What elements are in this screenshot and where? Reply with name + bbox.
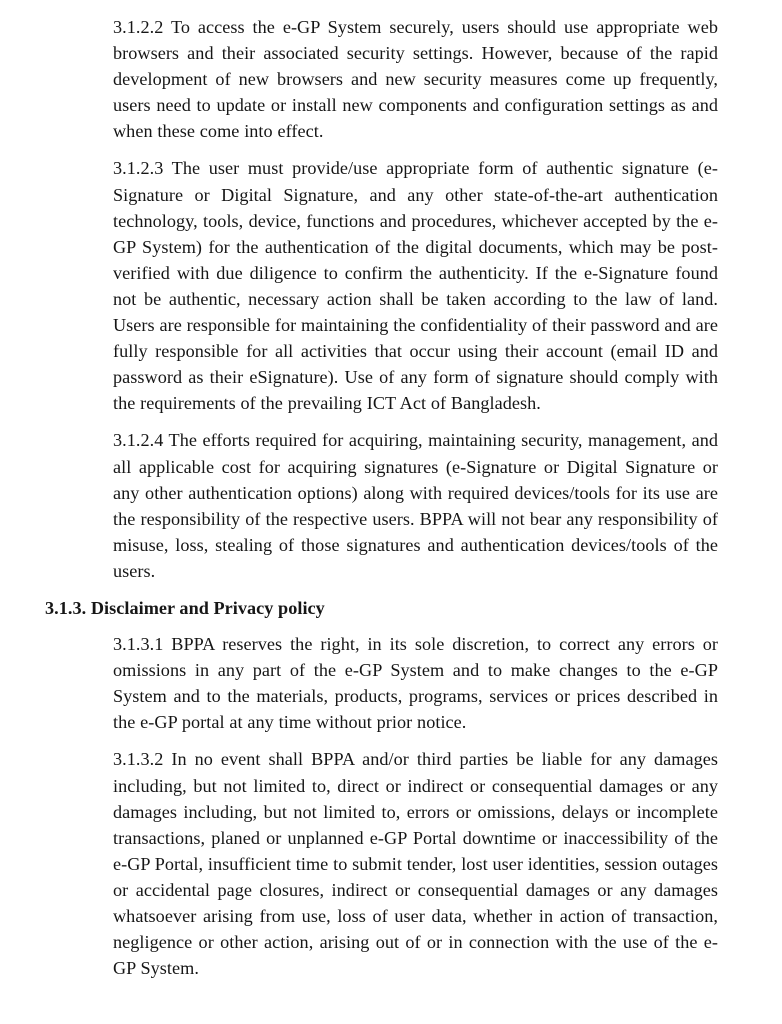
document-body [45,14,718,981]
paragraph-3-1-3-2: 3.1.3.2 In no event shall BPPA and/or third parties be liable for any damages including, but not limited to, direct or indirect or consequential damages or any damages including, but not limited to, errors or omissions, delays or incomplete transactions, planed or unplanned e-GP Portal downtime or inaccessibility of the e-GP Portal, insufficient time to submit tender, lost user identities, session outages or accidental page closures, indirect or consequential damages or any damages whatsoever arising from use, loss of user data, whether in action of transaction, negligence or other action, arising out of or in connection with the use of the e-GP System. [113,749,718,979]
paragraph-3-1-2-3: 3.1.2.3 The user must provide/use appropriate form of authentic signature (e-Signature or Digital Signature, and any other state-of-the-art authentication technology, tools, device, functions and procedures, whichever accepted by the e-GP System) for the authentication of the digital documents, which may be post-verified with due diligence to confirm the authenticity. If the e-Signature found not be authentic, necessary action shall be taken according to the law of land. Users are responsible for maintaining the confidentiality of their password and are fully responsible for all activities that occur using their account (email ID and password as their eSignature). Use of any form of signature should comply with the requirements of the prevailing ICT Act of Bangladesh. [113,158,718,414]
paragraph-3-1-3-1: 3.1.3.1 BPPA reserves the right, in its sole discretion, to correct any errors or omissions in any part of the e-GP System and to make changes to the e-GP System and to the materials, products, programs, services or prices described in the e-GP portal at any time without prior notice. [113,634,718,733]
section-heading-3-1-3: 3.1.3. Disclaimer and Privacy policy [45,597,325,618]
paragraph-3-1-2-2: 3.1.2.2 To access the e-GP System securely, users should use appropriate web browsers and their associated security settings. However, because of the rapid development of new browsers and new security measures come up frequently, users need to update or install new components and configuration settings as and when these come into effect. [113,17,718,142]
paragraph-3-1-2-4: 3.1.2.4 The efforts required for acquiring, maintaining security, management, and all applicable cost for acquiring signatures (e-Signature or Digital Signature or any other authentication options) along with required devices/tools for its use are the responsibility of the respective users. BPPA will not bear any responsibility of misuse, loss, stealing of those signatures and authentication devices/tools of the users. [113,430,718,581]
